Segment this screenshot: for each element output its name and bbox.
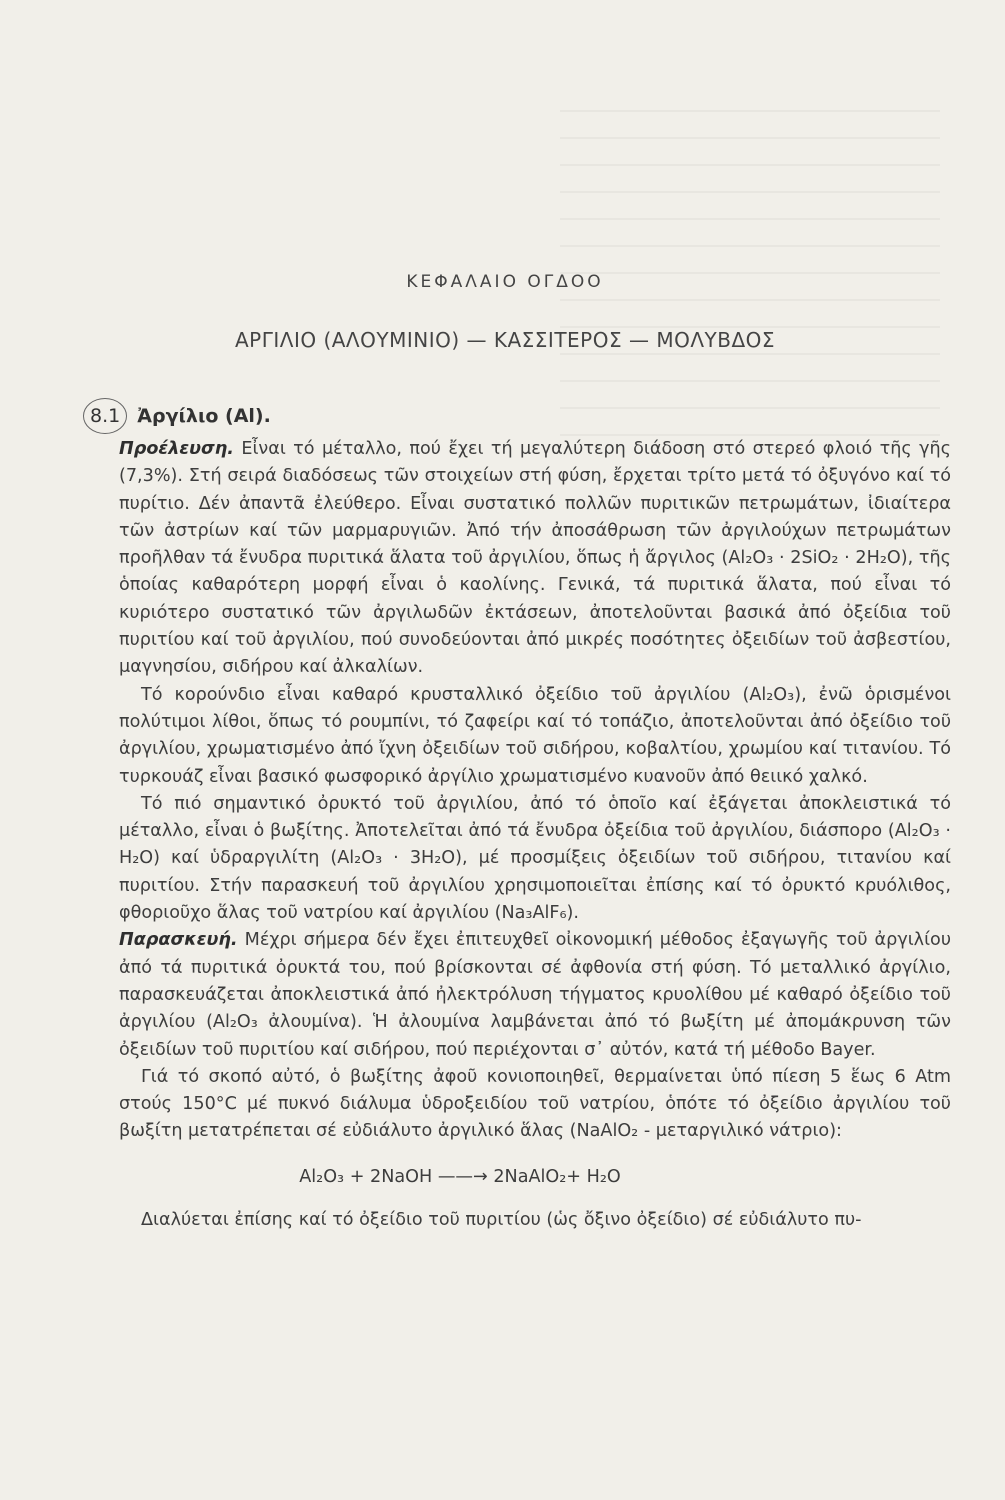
paragraph-silica: Διαλύεται ἐπίσης καί τό ὀξείδιο τοῦ πυριτίου (ὡς ὄξινο ὀξείδιο) σέ εὐδιάλυτο πυ- bbox=[141, 1210, 862, 1231]
paragraph-preparation bbox=[119, 927, 951, 1063]
paragraph-provenance bbox=[119, 436, 951, 682]
chapter-title: ΑΡΓΙΛΙΟ (ΑΛΟΥΜΙΝΙΟ) — ΚΑΣΣΙΤΕΡΟΣ — ΜΟΛΥΒΔΟΣ bbox=[234, 328, 775, 352]
chemical-equation: Al₂O₃ + 2NaOH ——→ 2NaAlO₂+ H₂O bbox=[299, 1166, 621, 1187]
paragraph-bauxite: Τό πιό σημαντικό ὀρυκτό τοῦ ἀργιλίου, ἀπό τό ὁποῖο καί ἐξάγεται ἀποκλειστικά τό μέταλλο, εἶναι ὁ βωξίτης. Ἀποτελεῖται ἀπό τά ἔνυδρα ὀξείδια τοῦ ἀργιλίου, διάσπορο (Al₂O₃ · H₂O) καί ὑδραργιλίτη (Al₂O₃ · 3H₂O), μέ προσμίξεις ὀξειδίων τοῦ σιδήρου, τιτανίου καί πυριτίου. Στήν παρασκευή τοῦ ἀργιλίου χρησιμοποιεῖται ἐπίσης καί τό ὀρυκτό κρυόλιθος, φθοριοῦχο ἅλας τοῦ νατρίου καί ἀργιλίου (Na₃AlF₆). bbox=[119, 793, 951, 924]
chapter-label: ΚΕΦΑΛΑΙΟ ΟΓΔΟΟ bbox=[406, 272, 604, 292]
keyword-provenance: Προέλευση. bbox=[119, 439, 234, 459]
section-heading bbox=[83, 398, 271, 434]
section-title: Ἀργίλιο (Al). bbox=[137, 405, 271, 427]
paragraph-preparation-text: Μέχρι σήμερα δέν ἔχει ἐπιτευχθεῖ οἰκονομική μέθοδος ἐξαγωγῆς τοῦ ἀργιλίου ἀπό τά πυριτικά ὀρυκτά του, πού βρίσκονται σέ ἀφθονία στή φύση. Τό μεταλλικό ἀργίλιο, παρασκευάζεται ἀποκλειστικά ἀπό ἠλεκτρόλυση τήγματος κρυολίθου μέ καθαρό ὀξείδιο τοῦ ἀργιλίου (Al₂O₃ ἀλουμίνα). Ἡ ἀλουμίνα λαμβάνεται ἀπό τό βωξίτη μέ ἀπομάκρυνση τῶν ὀξειδίων τοῦ πυριτίου καί σιδήρου, πού περιέχονται σ᾽ αὐτόν, κατά τή μέθοδο Bayer. bbox=[119, 930, 951, 1060]
section-number: 8.1 bbox=[83, 398, 127, 434]
body-text bbox=[119, 436, 951, 1234]
paragraph-bayer-process: Γιά τό σκοπό αὐτό, ὁ βωξίτης ἀφοῦ κονιοποιηθεῖ, θερμαίνεται ὑπό πίεση 5 ἕως 6 Atm στούς 150°C μέ πυκνό διάλυμα ὑδροξειδίου τοῦ νατρίου, ὁπότε τό ὀξείδιο ἀργιλίου τοῦ βωξίτη μετατρέπεται σέ εὐδιάλυτο ἀργιλικό ἅλας (NaAlO₂ - μεταργιλικό νάτριο): bbox=[119, 1066, 951, 1142]
paragraph-provenance-text: Εἶναι τό μέταλλο, πού ἔχει τή μεγαλύτερη διάδοση στό στερεό φλοιό τῆς γῆς (7,3%). Στή σειρά διαδόσεως τῶν στοιχείων στή φύση, ἔρχεται τρίτο μετά τό ὀξυγόνο καί τό πυρίτιο. Δέν ἀπαντᾶ ἐλεύθερο. Εἶναι συστατικό πολλῶν πυριτικῶν πετρωμάτων, ἰδιαίτερα τῶν ἀστρίων καί τῶν μαρμαρυγιῶν. Ἀπό τήν ἀποσάθρωση τῶν ἀργιλούχων πετρωμάτων προῆλθαν τά ἔνυδρα πυριτικά ἅλατα τοῦ ἀργιλίου, ὅπως ἡ ἄργιλος (Al₂O₃ · 2SiO₂ · 2H₂O), τῆς ὁποίας καθαρότερη μορφή εἶναι ὁ καολίνης. Γενικά, τά πυριτικά ἅλατα, πού εἶναι τό κυριότερο συστατικό τῶν ἀργιλωδῶν ἐκτάσεων, ἀποτελοῦνται βασικά ἀπό ὀξείδια τοῦ πυριτίου καί τοῦ ἀργιλίου, πού συνοδεύονται ἀπό μικρές ποσότητες ὀξειδίων τοῦ ἀσβεστίου, μαγνησίου, σιδήρου καί ἀλκαλίων. bbox=[119, 439, 951, 678]
keyword-preparation: Παρασκευή. bbox=[119, 930, 238, 951]
paragraph-corundum: Τό κορούνδιο εἶναι καθαρό κρυσταλλικό ὀξείδιο τοῦ ἀργιλίου (Al₂O₃), ἐνῶ ὁρισμένοι πολύτιμοι λίθοι, ὅπως τό ρουμπίνι, τό ζαφείρι καί τό τοπάζιο, ἀποτελοῦνται ἀπό ὀξείδιο τοῦ ἀργιλίου, χρωματισμένο ἀπό ἴχνη ὀξειδίων τοῦ σιδήρου, κοβαλτίου, χρωμίου καί τιτανίου. Τό τυρκουάζ εἶναι βασικό φωσφορικό ἀργίλιο χρωματισμένο κυανοῦν ἀπό θειικό χαλκό. bbox=[119, 684, 951, 787]
